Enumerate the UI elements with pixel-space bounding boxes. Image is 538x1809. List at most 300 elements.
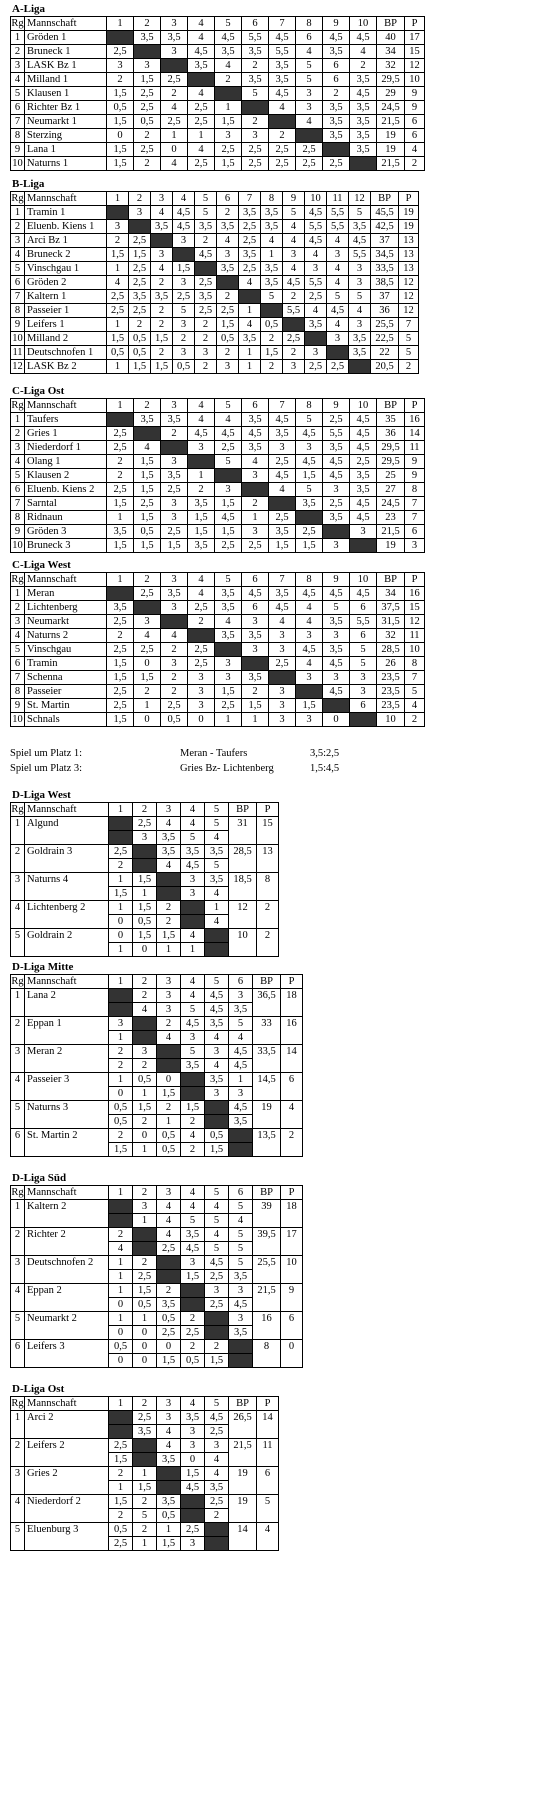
table-cell: 2,5: [239, 234, 261, 248]
table-cell: 23: [377, 511, 405, 525]
table-cell: 10: [281, 1256, 303, 1284]
column-header: Rg: [11, 804, 24, 815]
column-header: 5: [205, 1397, 229, 1411]
table-row: [11, 989, 303, 1003]
table-cell: 2: [173, 332, 195, 346]
table-cell: 3: [327, 248, 349, 262]
column-header: 2: [133, 1186, 157, 1200]
rank-cell: 1: [11, 817, 25, 845]
table-cell: 9: [405, 469, 425, 483]
table-cell: 3,5: [161, 469, 188, 483]
rank-cell: 5: [11, 1101, 25, 1129]
table-cell: 4: [11, 455, 25, 469]
rank-cell: 3: [11, 1045, 25, 1073]
table-cell: 5: [205, 1242, 229, 1256]
table-cell: 1: [107, 262, 129, 276]
table-cell: 34,5: [371, 248, 399, 262]
table-cell: 8: [405, 483, 425, 497]
table-cell: 4,5: [205, 1411, 229, 1425]
table-cell: 3: [269, 685, 296, 699]
table-cell: 1,5: [133, 901, 157, 915]
table-cell: 14: [405, 427, 425, 441]
table-cell: 8: [11, 511, 25, 525]
table-cell: 3: [11, 615, 25, 629]
table-cell: 2,5: [107, 45, 134, 59]
table-cell: 3,5: [181, 1411, 205, 1425]
table-cell: 15: [405, 601, 425, 615]
table-cell: 2: [217, 346, 239, 360]
table-cell: Naturns 2: [25, 629, 107, 643]
table-cell: [181, 1298, 205, 1312]
table-cell: LASK Bz 1: [25, 59, 107, 73]
table-cell: 3,5: [181, 1059, 205, 1073]
table-cell: 1,5: [107, 657, 134, 671]
playoff-row: [10, 746, 510, 761]
table-row: [11, 873, 279, 887]
c-liga-ost-table: [10, 398, 425, 553]
table-cell: 2,5: [129, 262, 151, 276]
table-row: [11, 427, 425, 441]
table-cell: [157, 1467, 181, 1481]
column-header: 3: [157, 1186, 181, 1200]
table-cell: 3,5: [134, 413, 161, 427]
table-cell: 2: [157, 901, 181, 915]
table-cell: 1,5: [296, 469, 323, 483]
table-cell: [181, 1509, 205, 1523]
table-cell: 3: [350, 525, 377, 539]
table-cell: 37: [371, 234, 399, 248]
table-cell: 4,5: [205, 1256, 229, 1270]
table-cell: 3,5: [261, 206, 283, 220]
table-cell: 31: [229, 817, 257, 845]
table-cell: 0: [157, 1340, 181, 1354]
table-cell: 8: [253, 1340, 281, 1368]
table-cell: [181, 901, 205, 915]
table-row: [11, 45, 425, 59]
table-cell: 2: [109, 1467, 133, 1481]
table-cell: 3,5: [107, 525, 134, 539]
table-cell: 1,5: [269, 539, 296, 553]
table-row: [11, 525, 425, 539]
table-cell: 1,5: [134, 511, 161, 525]
table-cell: [107, 206, 129, 220]
table-cell: 2: [134, 685, 161, 699]
table-cell: 4: [327, 234, 349, 248]
table-cell: 5: [133, 1509, 157, 1523]
table-cell: 2,5: [134, 587, 161, 601]
table-cell: 1: [239, 360, 261, 374]
table-cell: 4: [405, 143, 425, 157]
table-cell: 4: [305, 304, 327, 318]
table-cell: 3,5: [229, 1326, 253, 1340]
table-cell: [283, 318, 305, 332]
table-cell: 1,5: [107, 539, 134, 553]
table-cell: 5: [181, 1003, 205, 1017]
table-cell: 1,5: [188, 511, 215, 525]
table-cell: 1,5: [107, 671, 134, 685]
c-liga-west-title: C-Liga West: [12, 559, 71, 571]
table-cell: 5: [283, 206, 305, 220]
table-cell: 4,5: [305, 234, 327, 248]
column-header: 2: [129, 192, 151, 206]
table-cell: 3,5: [205, 1017, 229, 1031]
table-cell: 3: [269, 699, 296, 713]
d-liga-west-section: [10, 788, 279, 957]
table-cell: 3,5: [350, 143, 377, 157]
table-cell: 2: [133, 1059, 157, 1073]
table-cell: 2: [11, 45, 25, 59]
table-cell: [205, 1101, 229, 1115]
table-row: [11, 1017, 303, 1031]
table-cell: Tramin 1: [25, 206, 107, 220]
table-cell: 4: [349, 304, 371, 318]
table-cell: 2: [161, 685, 188, 699]
table-cell: 4: [205, 887, 229, 901]
table-cell: 7: [405, 511, 425, 525]
table-cell: 1: [239, 346, 261, 360]
table-cell: 19: [229, 1467, 257, 1495]
table-cell: 31,5: [377, 615, 405, 629]
table-cell: 11: [405, 441, 425, 455]
table-cell: 8: [405, 657, 425, 671]
column-header: BP: [371, 192, 399, 206]
table-cell: 21,5: [377, 115, 405, 129]
table-cell: 0,5: [134, 115, 161, 129]
table-cell: [205, 943, 229, 957]
column-header: Rg: [11, 193, 24, 204]
table-cell: 1,5: [107, 115, 134, 129]
column-header: Rg: [11, 574, 24, 585]
table-cell: 25: [377, 469, 405, 483]
table-cell: 0,5: [133, 915, 157, 929]
table-cell: 2: [107, 455, 134, 469]
table-cell: 19: [399, 220, 419, 234]
table-cell: Taufers: [25, 413, 107, 427]
table-row: [11, 455, 425, 469]
table-cell: 4: [239, 276, 261, 290]
table-row: [11, 1256, 303, 1270]
table-cell: 1: [133, 1087, 157, 1101]
table-cell: 3: [296, 629, 323, 643]
table-cell: 4: [217, 234, 239, 248]
table-cell: Klausen 2: [25, 469, 107, 483]
table-cell: 3: [283, 248, 305, 262]
rank-cell: 4: [11, 901, 25, 929]
table-cell: 2: [399, 360, 419, 374]
table-cell: 33,5: [253, 1045, 281, 1073]
column-header: 2: [133, 1397, 157, 1411]
rank-cell: 2: [11, 845, 25, 873]
table-cell: 3,5: [205, 1073, 229, 1087]
table-cell: 4: [296, 45, 323, 59]
team-name-cell: Leifers 2: [25, 1439, 109, 1467]
table-cell: 1,5: [215, 115, 242, 129]
table-cell: 2,5: [195, 304, 217, 318]
table-cell: [181, 1495, 205, 1509]
column-header: 5: [215, 573, 242, 587]
playoff-result: 1,5:4,5: [310, 763, 340, 774]
table-row: [11, 346, 419, 360]
table-cell: 2,5: [215, 441, 242, 455]
table-cell: 3,5: [323, 441, 350, 455]
table-cell: Ridnaun: [25, 511, 107, 525]
table-cell: [134, 427, 161, 441]
table-cell: 2,5: [134, 497, 161, 511]
table-row: [11, 1467, 279, 1481]
table-cell: 4,5: [350, 511, 377, 525]
team-name-cell: Naturns 3: [25, 1101, 109, 1129]
c-liga-west-table: [10, 572, 425, 727]
table-cell: 4: [205, 1228, 229, 1242]
table-cell: 4,5: [327, 304, 349, 318]
table-cell: 5: [205, 817, 229, 831]
table-cell: 27: [377, 483, 405, 497]
table-cell: 3: [296, 441, 323, 455]
table-cell: 1: [161, 129, 188, 143]
table-cell: 2,5: [239, 262, 261, 276]
table-cell: 4,5: [323, 685, 350, 699]
table-cell: 3,5: [349, 346, 371, 360]
table-cell: 2: [134, 129, 161, 143]
table-cell: 1,5: [133, 873, 157, 887]
table-cell: 0: [109, 1354, 133, 1368]
table-cell: [188, 73, 215, 87]
table-row: [11, 629, 425, 643]
table-cell: 2,5: [215, 143, 242, 157]
table-cell: 34: [377, 587, 405, 601]
table-cell: 3,5: [269, 427, 296, 441]
column-header: Mannschaft: [25, 573, 107, 587]
table-cell: 36: [377, 427, 405, 441]
table-cell: [107, 31, 134, 45]
table-cell: 3,5: [323, 115, 350, 129]
table-cell: 2: [217, 206, 239, 220]
table-cell: [109, 1214, 133, 1228]
table-cell: 3: [181, 1031, 205, 1045]
table-cell: 3,5: [215, 587, 242, 601]
column-header: 7: [239, 192, 261, 206]
table-cell: 5: [173, 304, 195, 318]
table-cell: 0,5: [157, 1129, 181, 1143]
table-row: [11, 539, 425, 553]
table-cell: 5: [399, 346, 419, 360]
table-cell: 1: [109, 901, 133, 915]
table-row: [11, 643, 425, 657]
column-header: 6: [242, 399, 269, 413]
table-cell: [181, 915, 205, 929]
table-cell: 2,5: [133, 1270, 157, 1284]
table-cell: LASK Bz 2: [25, 360, 107, 374]
playoff-results: [10, 746, 510, 778]
a-liga-section: [10, 2, 425, 171]
table-cell: 0,5: [107, 101, 134, 115]
table-cell: 3,5: [239, 332, 261, 346]
d-liga-ost-table: [10, 1396, 279, 1551]
table-cell: Sterzing: [25, 129, 107, 143]
table-cell: [181, 1087, 205, 1101]
table-cell: 5: [205, 859, 229, 873]
table-cell: 3: [296, 101, 323, 115]
table-cell: 10: [12, 333, 23, 344]
table-cell: 3,5: [157, 1298, 181, 1312]
table-cell: 23,5: [377, 685, 405, 699]
table-cell: 0: [109, 915, 133, 929]
column-header: 1: [107, 192, 129, 206]
table-cell: 1,5: [107, 713, 134, 727]
table-cell: 4: [215, 413, 242, 427]
table-cell: Olang 1: [25, 455, 107, 469]
table-cell: 2: [269, 129, 296, 143]
table-cell: 2,5: [269, 511, 296, 525]
table-cell: 3,5: [205, 1481, 229, 1495]
table-cell: 1: [109, 943, 133, 957]
table-cell: 4,5: [296, 427, 323, 441]
table-row: [11, 1101, 303, 1115]
table-cell: 14: [229, 1523, 257, 1551]
table-cell: 3: [151, 248, 173, 262]
table-row: [11, 220, 419, 234]
table-cell: 3: [242, 643, 269, 657]
table-cell: 3,5: [215, 601, 242, 615]
table-cell: 4: [283, 234, 305, 248]
table-cell: 4: [327, 276, 349, 290]
table-cell: 3: [107, 220, 129, 234]
table-cell: 4: [188, 31, 215, 45]
table-cell: 6: [11, 483, 25, 497]
table-cell: 3: [11, 441, 25, 455]
column-header: Rg: [11, 1187, 24, 1198]
team-name-cell: Leifers 3: [25, 1340, 109, 1368]
table-cell: 4: [305, 248, 327, 262]
table-cell: 4: [269, 483, 296, 497]
table-cell: 2: [157, 1284, 181, 1298]
table-row: [11, 929, 279, 943]
column-header: 1: [107, 17, 134, 31]
table-cell: 4,5: [215, 31, 242, 45]
table-cell: [133, 1439, 157, 1453]
table-cell: 3: [205, 1045, 229, 1059]
table-cell: 0: [281, 1340, 303, 1368]
table-cell: 6: [350, 601, 377, 615]
rank-cell: 3: [11, 1256, 25, 1284]
table-cell: 0: [133, 1354, 157, 1368]
table-cell: 4,5: [323, 31, 350, 45]
table-cell: 3,5: [350, 73, 377, 87]
column-header: 2: [133, 975, 157, 989]
table-cell: 4: [215, 615, 242, 629]
column-header: 7: [269, 573, 296, 587]
table-row: [11, 157, 425, 171]
table-cell: 4: [229, 1031, 253, 1045]
table-cell: 32: [377, 59, 405, 73]
table-cell: 3,5: [350, 115, 377, 129]
table-cell: [157, 887, 181, 901]
table-cell: [296, 685, 323, 699]
table-cell: 3,5: [107, 601, 134, 615]
table-cell: 3,5: [157, 1453, 181, 1467]
table-cell: 4: [157, 1031, 181, 1045]
table-cell: 4,5: [323, 657, 350, 671]
table-cell: 1: [11, 31, 25, 45]
table-cell: [323, 525, 350, 539]
table-row: [11, 1284, 303, 1298]
table-cell: 6: [350, 699, 377, 713]
table-cell: 4: [296, 601, 323, 615]
table-cell: 4: [205, 1200, 229, 1214]
rank-cell: 5: [11, 1523, 25, 1551]
table-cell: 1,5: [215, 157, 242, 171]
table-cell: Schenna: [25, 671, 107, 685]
team-name-cell: Deutschnofen 2: [25, 1256, 109, 1284]
table-cell: 2,5: [109, 1439, 133, 1453]
table-cell: 39: [253, 1200, 281, 1228]
table-cell: Deutschnofen 1: [25, 346, 107, 360]
column-header: 10: [350, 17, 377, 31]
team-name-cell: Lichtenberg 2: [25, 901, 109, 929]
table-cell: 1,5: [133, 1481, 157, 1495]
column-header: 1: [109, 1397, 133, 1411]
table-cell: 6: [281, 1312, 303, 1340]
table-cell: 2: [181, 1340, 205, 1354]
table-row: [11, 1439, 279, 1453]
table-cell: 5: [399, 332, 419, 346]
table-cell: 3: [157, 1411, 181, 1425]
table-cell: 19: [399, 206, 419, 220]
table-cell: 4: [107, 276, 129, 290]
table-cell: 3,5: [161, 31, 188, 45]
table-cell: 2: [134, 157, 161, 171]
table-cell: 2: [151, 276, 173, 290]
table-cell: 4: [188, 87, 215, 101]
table-cell: 3,5: [261, 276, 283, 290]
table-cell: 1: [107, 360, 129, 374]
table-cell: 1,5: [157, 1537, 181, 1551]
table-cell: 19: [377, 539, 405, 553]
table-cell: Gröden 3: [25, 525, 107, 539]
table-cell: 3: [229, 1312, 253, 1326]
table-cell: 7: [11, 497, 25, 511]
table-cell: 3,5: [133, 1425, 157, 1439]
rank-cell: 6: [11, 1129, 25, 1157]
column-header: Mannschaft: [25, 17, 107, 31]
table-cell: 2,5: [305, 360, 327, 374]
table-cell: [349, 360, 371, 374]
table-cell: 1,5: [134, 469, 161, 483]
table-cell: 5: [195, 206, 217, 220]
table-cell: 6: [11, 657, 25, 671]
column-header: 5: [205, 975, 229, 989]
table-row: [11, 73, 425, 87]
table-cell: 1,5: [215, 525, 242, 539]
table-cell: 1,5: [181, 1270, 205, 1284]
table-cell: 4,5: [350, 441, 377, 455]
table-cell: 8: [257, 873, 279, 901]
table-cell: 4,5: [269, 601, 296, 615]
table-cell: 12: [229, 901, 257, 929]
table-cell: 5: [349, 206, 371, 220]
table-cell: 3,5: [296, 497, 323, 511]
table-cell: [109, 817, 133, 831]
column-header: P: [405, 17, 425, 31]
table-cell: 0: [161, 143, 188, 157]
table-cell: 4: [157, 1200, 181, 1214]
table-cell: 4: [205, 1031, 229, 1045]
table-cell: 3,5: [323, 101, 350, 115]
table-cell: 2: [195, 360, 217, 374]
table-cell: 3,5: [323, 511, 350, 525]
table-cell: 1,5: [215, 497, 242, 511]
table-cell: 2,5: [323, 157, 350, 171]
